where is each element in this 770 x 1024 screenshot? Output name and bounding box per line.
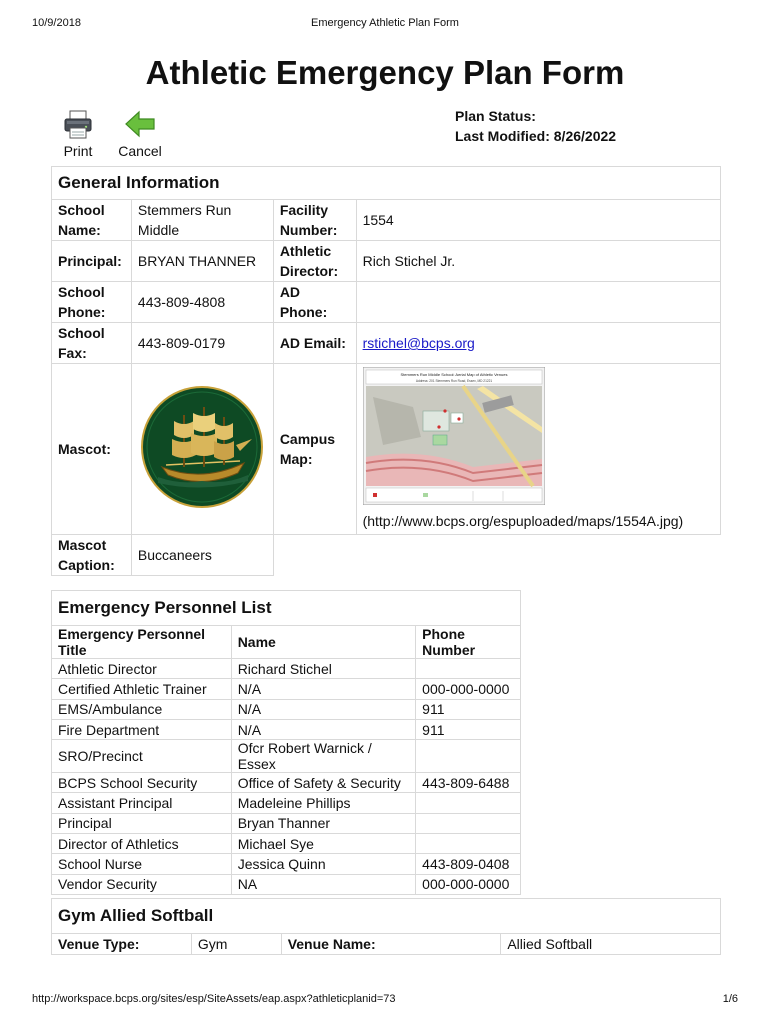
table-row	[52, 854, 521, 874]
venue-name-label: Venue Name:	[281, 934, 501, 955]
plan-status	[455, 106, 616, 146]
table-row	[52, 740, 521, 773]
personnel-phone-cell: 911	[416, 719, 521, 739]
general-information-heading: General Information	[52, 167, 721, 200]
campus-map-label: Campus Map:	[273, 364, 356, 535]
table-row	[52, 659, 521, 679]
column-header-title: Emergency Personnel Title	[52, 626, 232, 659]
facility-number-value: 1554	[356, 200, 720, 241]
athletic-director-value: Rich Stichel Jr.	[356, 241, 720, 282]
footer-url: http://workspace.bcps.org/sites/esp/SiteAssets/eap.aspx?athleticplanid=73	[32, 993, 396, 1005]
plan-status-label: Plan Status:	[455, 108, 536, 124]
table-row	[52, 813, 521, 833]
column-header-phone: Phone Number	[416, 626, 521, 659]
school-phone-label: School Phone:	[52, 282, 132, 323]
mascot-image-cell	[131, 364, 273, 535]
facility-number-label: Facility Number:	[273, 200, 356, 241]
personnel-title-cell: BCPS School Security	[52, 773, 232, 793]
personnel-name-cell: Bryan Thanner	[231, 813, 415, 833]
emergency-personnel-heading: Emergency Personnel List	[52, 591, 521, 626]
personnel-phone-cell	[416, 659, 521, 679]
printer-icon	[57, 106, 99, 142]
venue-table	[51, 898, 721, 955]
personnel-phone-cell	[416, 740, 521, 773]
school-fax-value: 443-809-0179	[131, 323, 273, 364]
personnel-title-cell: School Nurse	[52, 854, 232, 874]
personnel-name-cell: Jessica Quinn	[231, 854, 415, 874]
column-header-name: Name	[231, 626, 415, 659]
ad-phone-label: AD Phone:	[273, 282, 356, 323]
school-name-label: School Name:	[52, 200, 132, 241]
table-row	[52, 773, 521, 793]
campus-map-cell	[356, 364, 720, 535]
mascot-caption-value: Buccaneers	[131, 535, 273, 576]
table-row	[52, 679, 521, 699]
cancel-label: Cancel	[118, 143, 162, 159]
mascot-caption-label: Mascot Caption:	[52, 535, 132, 576]
table-row	[52, 834, 521, 854]
venue-type-value: Gym	[191, 934, 281, 955]
personnel-rows	[52, 659, 521, 895]
table-row	[52, 719, 521, 739]
campus-map-url: (http://www.bcps.org/espuploaded/maps/1554A.jpg)	[362, 513, 684, 529]
personnel-name-cell: Michael Sye	[231, 834, 415, 854]
personnel-name-cell: Madeleine Phillips	[231, 793, 415, 813]
personnel-phone-cell: 443-809-0408	[416, 854, 521, 874]
school-fax-label: School Fax:	[52, 323, 132, 364]
personnel-title-cell: Principal	[52, 813, 232, 833]
venue-name-value: Allied Softball	[501, 934, 721, 955]
map-title: Stemmers Run Middle School: Aerial Map of Athletic Venues	[400, 372, 508, 377]
personnel-name-cell: NA	[231, 874, 415, 894]
personnel-name-cell: N/A	[231, 699, 415, 719]
personnel-name-cell: Richard Stichel	[231, 659, 415, 679]
personnel-phone-cell	[416, 813, 521, 833]
venue-heading: Gym Allied Softball	[52, 899, 721, 934]
page-title: Athletic Emergency Plan Form	[145, 54, 625, 91]
personnel-title-cell: Director of Athletics	[52, 834, 232, 854]
personnel-phone-cell: 000-000-0000	[416, 679, 521, 699]
mascot-image	[140, 385, 264, 509]
school-name-value: Stemmers Run Middle	[131, 200, 273, 241]
personnel-title-cell: EMS/Ambulance	[52, 699, 232, 719]
header-title: Emergency Athletic Plan Form	[311, 17, 459, 29]
athletic-director-label: Athletic Director:	[273, 241, 356, 282]
mascot-label: Mascot:	[52, 364, 132, 535]
personnel-title-cell: SRO/Precinct	[52, 740, 232, 773]
cancel-button[interactable]	[116, 106, 164, 159]
map-address: Address: 201 Stemmers Run Road, Essex, MD 21221	[415, 379, 492, 383]
personnel-name-cell: N/A	[231, 679, 415, 699]
ad-email-label: AD Email:	[273, 323, 356, 364]
header-date: 10/9/2018	[32, 17, 81, 29]
personnel-phone-cell: 000-000-0000	[416, 874, 521, 894]
personnel-title-cell: Fire Department	[52, 719, 232, 739]
print-label: Print	[63, 143, 93, 159]
personnel-title-cell: Assistant Principal	[52, 793, 232, 813]
table-row	[52, 874, 521, 894]
back-arrow-icon	[116, 106, 164, 142]
personnel-title-cell: Certified Athletic Trainer	[52, 679, 232, 699]
personnel-name-cell: Office of Safety & Security	[231, 773, 415, 793]
personnel-phone-cell: 911	[416, 699, 521, 719]
ad-email-link[interactable]: rstichel@bcps.org	[362, 335, 475, 351]
table-row	[52, 793, 521, 813]
personnel-title-cell: Athletic Director	[52, 659, 232, 679]
venue-type-label: Venue Type:	[52, 934, 192, 955]
ad-email-cell	[356, 323, 720, 364]
principal-label: Principal:	[52, 241, 132, 282]
personnel-phone-cell	[416, 793, 521, 813]
footer-page-number: 1/6	[722, 993, 738, 1005]
personnel-title-cell: Vendor Security	[52, 874, 232, 894]
principal-value: BRYAN THANNER	[131, 241, 273, 282]
personnel-name-cell: N/A	[231, 719, 415, 739]
table-row	[52, 699, 521, 719]
emergency-personnel-table	[51, 590, 521, 895]
last-modified: Last Modified: 8/26/2022	[455, 128, 617, 144]
school-phone-value: 443-809-4808	[131, 282, 273, 323]
personnel-phone-cell	[416, 834, 521, 854]
general-information-table	[51, 166, 721, 576]
personnel-phone-cell: 443-809-6488	[416, 773, 521, 793]
ad-phone-value	[356, 282, 720, 323]
personnel-name-cell: Ofcr Robert Warnick / Essex	[231, 740, 415, 773]
campus-map-image[interactable]	[363, 367, 545, 505]
print-button[interactable]	[57, 106, 99, 159]
